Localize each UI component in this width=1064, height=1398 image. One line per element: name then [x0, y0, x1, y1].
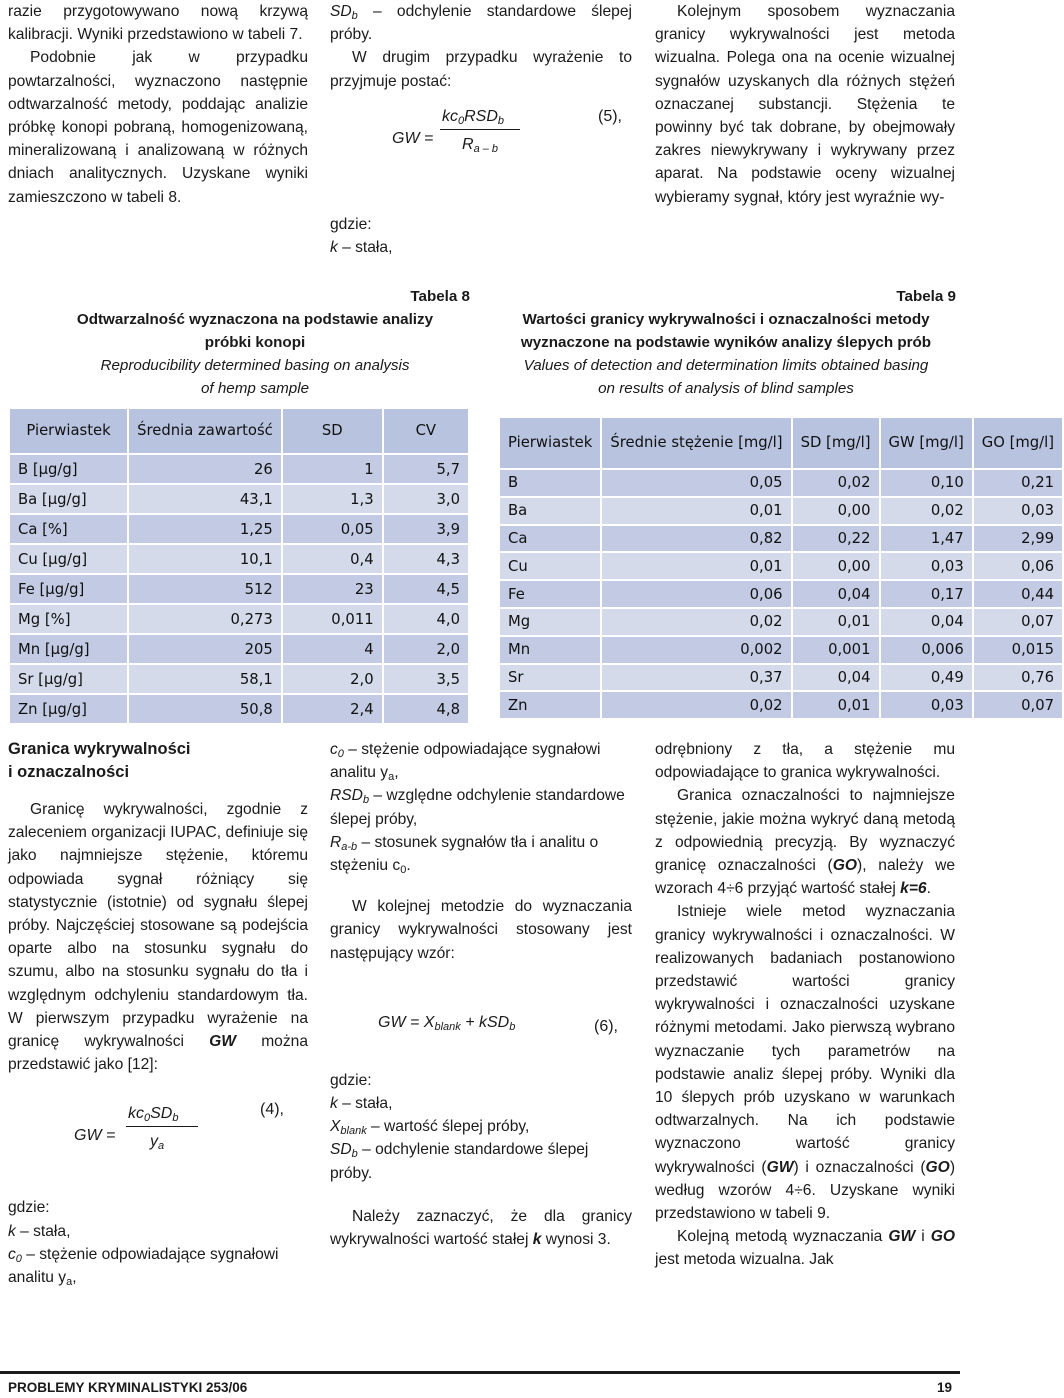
element-cell: Ca [499, 525, 601, 553]
table-title-en: on results of analysis of blind samples [598, 380, 854, 397]
value-cell: 0,05 [601, 469, 791, 497]
element-cell: Cu [499, 552, 601, 580]
table-title-en: Reproducibility determined basing on analysis [100, 357, 410, 374]
table-title-en: Values of detection and determination limits obtained basing [523, 357, 929, 374]
element-cell: Ba [µg/g] [9, 484, 128, 514]
table-title-pl: Odtwarzalność wyznaczona na podstawie analizy [76, 311, 434, 328]
section-heading: Granica wykrywalności [8, 740, 191, 758]
element-cell: B [499, 469, 601, 497]
value-cell: 0,21 [973, 469, 1063, 497]
element-cell: Zn [499, 691, 601, 719]
element-cell: Sr [499, 664, 601, 692]
value-cell: 3,5 [383, 664, 469, 694]
value-cell: 0,002 [601, 636, 791, 664]
table-title-pl: wyznaczone na podstawie wyników analizy ślepych prób [520, 334, 932, 351]
footer-rule [0, 1371, 960, 1374]
value-cell: 0,37 [601, 664, 791, 692]
value-cell: 0,03 [880, 691, 973, 719]
value-cell: 0,04 [792, 580, 880, 608]
top-column-1 [8, 0, 308, 209]
table-row [499, 580, 1063, 608]
table-number: Tabela 9 [896, 288, 956, 305]
paragraph: odrębniony z tła, a stężenie mu odpowiadające to granica wykrywalności. [655, 741, 955, 782]
paragraph: Należy zaznaczyć, że dla granicy wykrywalności wartość stałej k wynosi 3. [330, 1207, 632, 1249]
value-cell: 4 [282, 634, 383, 664]
formula-6: GW = $X_{blank} + kSD_b$ (6), [378, 1013, 618, 1035]
element-cell: Fe [499, 580, 601, 608]
value-cell: 3,9 [383, 514, 469, 544]
value-cell: 0,10 [880, 469, 973, 497]
paragraph: W kolejnej metodzie do wyznaczania granicy wykrywalności stosowany jest następujący wzór: [330, 898, 632, 962]
paragraph: Kolejnym sposobem wyznaczania granicy wykrywalności jest metoda wizualna. Polega ona na ocenie wizualnej sygnałów uzyskanych dla różnych stężeń oznaczanej substancji. Stężenia te powinny być tak dobrane, by obejmowały zakres niewykrywany i wykrywany przez aparat. Na podstawie oceny wizualnej wybieramy sygnał, który jest wyraźnie wy- [655, 3, 955, 206]
value-cell: 0,01 [601, 497, 791, 525]
paragraph: Podobnie jak w przypadku powtarzalności, wyznaczono następnie odtwarzalność metody, poddając analizie próbkę konopi pobraną, homogenizowaną, mineralizowaną i analizowaną w różnych dniach analitycznych. Uzyskane wyniki zamieszczono w tabeli 8. [8, 49, 308, 206]
column-header: GO [mg/l] [973, 417, 1063, 469]
section-heading: i oznaczalności [8, 763, 130, 781]
journal-name: PROBLEMY KRYMINALISTYKI 253/06 [8, 1380, 248, 1395]
table-row [9, 664, 469, 694]
paragraph: Granicę wykrywalności, zgodnie z zaleceniem organizacji IUPAC, definiuje się jako najmniejsze stężenie, któremu odpowiada sygnał różniący się statystycznie (istotnie) od sygnału ślepej próby. Najczęściej stosowane są podejścia oparte albo na stosunku sygnału do szumu, albo na stosunku sygnału do tła i względnym odchyleniu standardowym tła. W pierwszym przypadku wyrażenie na granicę wykrywalności GW można przedstawić jako [12]: [8, 801, 308, 1074]
table-row [499, 636, 1063, 664]
value-cell: 0,04 [880, 608, 973, 636]
value-cell: 0,22 [792, 525, 880, 553]
page-number: 19 [936, 1380, 952, 1395]
paragraph: Granica oznaczalności to najmniejsze stężenie, jakie można wykryć daną metodą z odpowiednią precyzją. By wyznaczyć granicę oznaczalności (GO), należy we wzorach 4÷6 przyjąć wartość stałej k=6. [655, 787, 956, 898]
table-row [9, 514, 469, 544]
value-cell: 1 [282, 454, 383, 484]
definition-sdb: $SD_b$ – odchylenie standardowe ślepej próby. [330, 3, 632, 44]
table-number: Tabela 8 [410, 288, 470, 305]
value-cell: 3,0 [383, 484, 469, 514]
value-cell: 0,001 [792, 636, 880, 664]
value-cell: 43,1 [128, 484, 282, 514]
element-cell: Zn [µg/g] [9, 694, 128, 724]
paragraph: W drugim przypadku wyrażenie to przyjmuje postać: [330, 49, 632, 90]
table-row [9, 694, 469, 724]
paragraph: Istnieje wiele metod wyznaczania granicy wykrywalności i oznaczalności. W realizowanych badaniach postanowiono przedstawić wartości granicy wykrywalności i oznaczalności uzyskane różnymi metodami. Jako pierwszą wybrano wyznaczanie tych parametrów na podstawie analiz ślepej próby. Wyniki dla 10 ślepych prób uzyskano w warunkach odtwarzalnych. Na ich podstawie wyznaczono wartość granicy wykrywalności (GW) i oznaczalności (GO) według wzorów 4÷6. Uzyskane wyniki przedstawiono w tabeli 9. [655, 903, 956, 1223]
definition-k: k – stała, [330, 1095, 393, 1113]
definition-xblank: $X_{blank}$ – wartość ślepej próby, [330, 1118, 530, 1138]
value-cell: 0,02 [792, 469, 880, 497]
element-cell: Ca [%] [9, 514, 128, 544]
table-row [9, 634, 469, 664]
value-cell: 5,7 [383, 454, 469, 484]
table-row [9, 484, 469, 514]
table-row [499, 552, 1063, 580]
definition-sdb: $SD_b$ – odchylenie standardowe ślepej próby. [330, 1141, 589, 1182]
table-8 [8, 407, 470, 725]
definition-rab: $R_{a-b}$ – stosunek sygnałów tła i analitu o stężeniu $c_0$. [330, 833, 599, 877]
column-header: Pierwiastek [499, 417, 601, 469]
definition-rsdb: $RSD_b$ – względne odchylenie standardowe ślepej próby, [330, 787, 625, 828]
element-cell: Sr [µg/g] [9, 664, 128, 694]
value-cell: 0,4 [282, 544, 383, 574]
value-cell: 0,06 [601, 580, 791, 608]
paragraph: razie przygotowywano nową krzywą kalibracji. Wyniki przedstawiono w tabeli 7. [8, 3, 308, 44]
value-cell: 0,011 [282, 604, 383, 634]
value-cell: 0,06 [973, 552, 1063, 580]
table-9-caption [496, 285, 956, 400]
column-header: Średnie stężenie [mg/l] [601, 417, 791, 469]
element-cell: B [µg/g] [9, 454, 128, 484]
table-title-pl: próbki konopi [204, 334, 306, 351]
table-row [9, 454, 469, 484]
value-cell: 1,3 [282, 484, 383, 514]
value-cell: 0,03 [880, 552, 973, 580]
value-cell: 0,07 [973, 608, 1063, 636]
value-cell: 0,76 [973, 664, 1063, 692]
value-cell: 58,1 [128, 664, 282, 694]
table-row [499, 497, 1063, 525]
column-header: GW [mg/l] [880, 417, 973, 469]
gdzie-label: gdzie: [8, 1199, 50, 1217]
table-row [499, 608, 1063, 636]
value-cell: 0,01 [792, 691, 880, 719]
value-cell: 4,5 [383, 574, 469, 604]
value-cell: 205 [128, 634, 282, 664]
value-cell: 26 [128, 454, 282, 484]
value-cell: 2,4 [282, 694, 383, 724]
value-cell: 1,25 [128, 514, 282, 544]
gdzie-label: gdzie: [330, 215, 372, 233]
value-cell: 2,99 [973, 525, 1063, 553]
element-cell: Mg [499, 608, 601, 636]
value-cell: 0,02 [601, 691, 791, 719]
definition-k: k – stała, [330, 239, 393, 257]
value-cell: 0,01 [601, 552, 791, 580]
table-title-pl: Wartości granicy wykrywalności i oznaczalności metody [522, 311, 930, 328]
value-cell: 2,0 [383, 634, 469, 664]
element-cell: Mn [µg/g] [9, 634, 128, 664]
value-cell: 0,273 [128, 604, 282, 634]
column-header: Średnia zawartość [128, 408, 282, 454]
table-row [9, 574, 469, 604]
element-cell: Mn [499, 636, 601, 664]
top-column-2 [330, 0, 632, 259]
value-cell: 4,0 [383, 604, 469, 634]
value-cell: 0,44 [973, 580, 1063, 608]
value-cell: 0,03 [973, 497, 1063, 525]
value-cell: 0,17 [880, 580, 973, 608]
value-cell: 1,47 [880, 525, 973, 553]
value-cell: 0,82 [601, 525, 791, 553]
bottom-column-1 [8, 738, 308, 1289]
value-cell: 0,006 [880, 636, 973, 664]
value-cell: 23 [282, 574, 383, 604]
element-cell: Mg [%] [9, 604, 128, 634]
formula-5: GW = $kc_0RSD_b$ $R_{a - b}$ (5), [392, 107, 622, 155]
value-cell: 0,02 [601, 608, 791, 636]
value-cell: 10,1 [128, 544, 282, 574]
gdzie-label: gdzie: [330, 1071, 372, 1089]
value-cell: 0,015 [973, 636, 1063, 664]
column-header: SD [mg/l] [792, 417, 880, 469]
table-9 [498, 416, 1064, 720]
element-cell: Ba [499, 497, 601, 525]
value-cell: 0,49 [880, 664, 973, 692]
value-cell: 2,0 [282, 664, 383, 694]
table-row [499, 525, 1063, 553]
value-cell: 0,05 [282, 514, 383, 544]
value-cell: 4,3 [383, 544, 469, 574]
element-cell: Cu [µg/g] [9, 544, 128, 574]
value-cell: 0,01 [792, 608, 880, 636]
value-cell: 0,02 [880, 497, 973, 525]
table-row [9, 544, 469, 574]
formula-4: GW = $kc_0SD_b$ $y_a$ (4), [74, 1101, 284, 1153]
value-cell: 0,00 [792, 552, 880, 580]
table-row [499, 691, 1063, 719]
column-header: Pierwiastek [9, 408, 128, 454]
table-row [499, 664, 1063, 692]
column-header: CV [383, 408, 469, 454]
value-cell: 4,8 [383, 694, 469, 724]
value-cell: 0,04 [792, 664, 880, 692]
element-cell: Fe [µg/g] [9, 574, 128, 604]
definition-k: k – stała, [8, 1222, 71, 1240]
value-cell: 0,00 [792, 497, 880, 525]
bottom-column-3 [655, 738, 955, 1272]
table-row [499, 469, 1063, 497]
top-column-3 [655, 0, 955, 209]
bottom-column-2 [330, 738, 632, 1251]
column-header: SD [282, 408, 383, 454]
value-cell: 512 [128, 574, 282, 604]
value-cell: 50,8 [128, 694, 282, 724]
paragraph: Kolejną metodą wyznaczania GW i GO jest metoda wizualna. Jak [655, 1228, 955, 1269]
table-8-caption [40, 285, 470, 400]
table-row [9, 604, 469, 634]
definition-c0: $c_0$ – stężenie odpowiadające sygnałowi analitu $y_a$, [330, 741, 601, 784]
definition-c0: $c_0$ – stężenie odpowiadające sygnałowi analitu $y_a$, [8, 1245, 279, 1289]
table-title-en: of hemp sample [200, 380, 310, 397]
value-cell: 0,07 [973, 691, 1063, 719]
